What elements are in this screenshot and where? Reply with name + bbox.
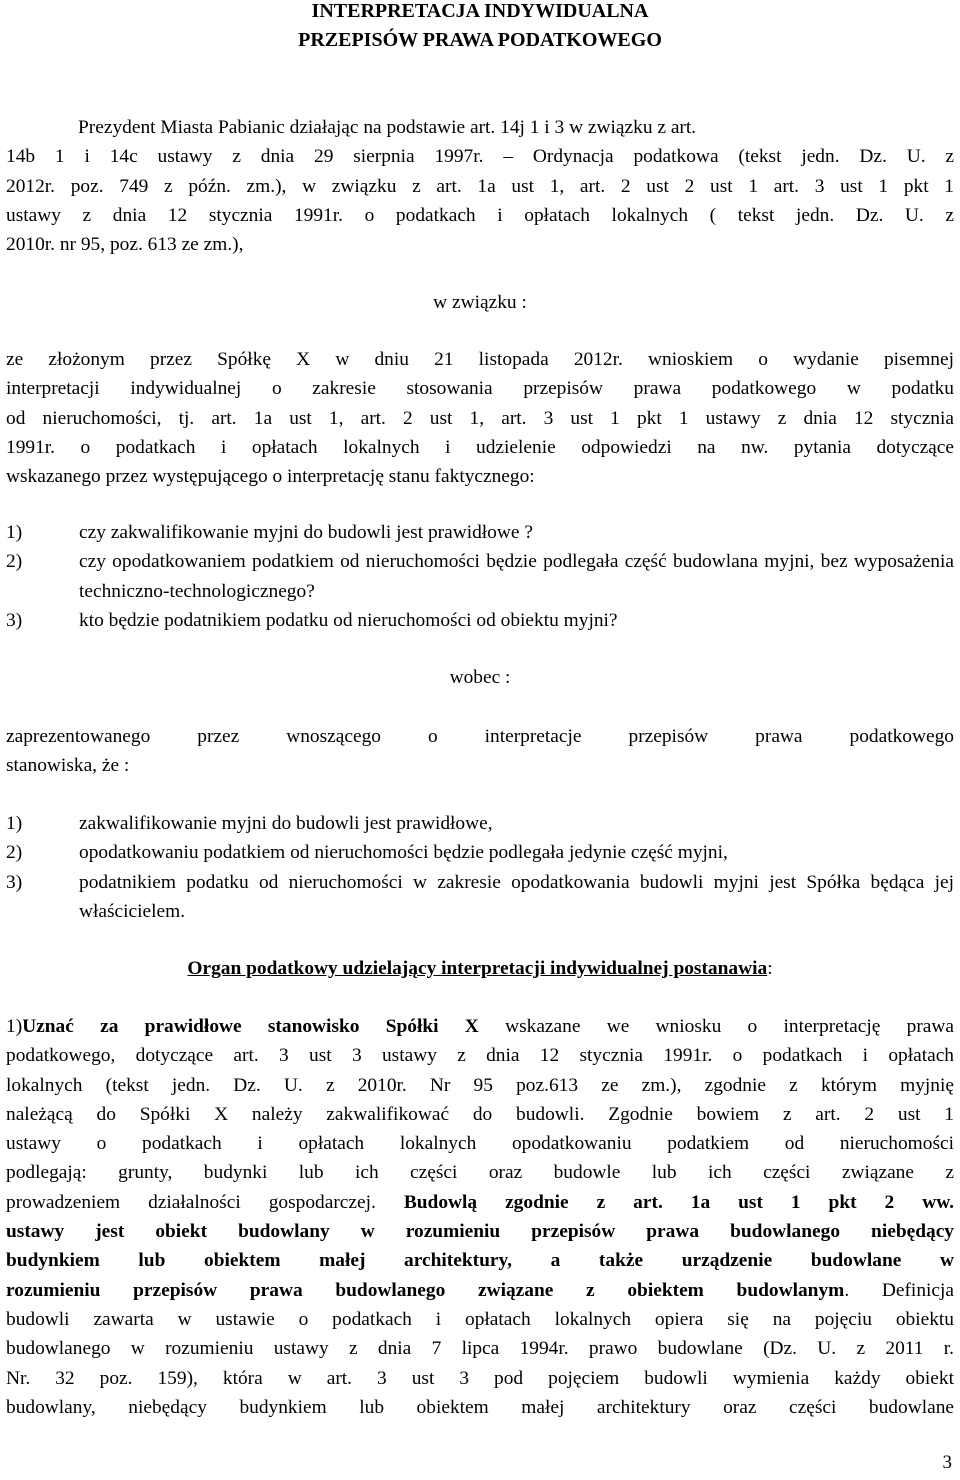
application-line: wskazanego przez występującego o interpretację stanu faktycznego: xyxy=(6,466,535,488)
decision-line xyxy=(6,1276,954,1305)
position-text: podatnikiem podatku od nieruchomości w zakresie opodatkowania budowli myjni jest Spółka będąca jej właścicielem. xyxy=(79,871,954,922)
position-item xyxy=(6,868,954,927)
position-number: 1) xyxy=(6,813,23,834)
wobec-heading: wobec : xyxy=(449,667,511,688)
decision-line-text: prowadzeniem działalności gospodarczej. xyxy=(6,1191,404,1213)
question-item xyxy=(6,547,954,606)
position-intro-line: zaprezentowanego przez wnoszącego o interpretacje przepisów prawa podatkowego xyxy=(6,726,954,747)
questions-list xyxy=(6,518,954,635)
position-intro-paragraph xyxy=(6,722,954,781)
decision-number: 1) xyxy=(6,1016,23,1037)
application-line: 1991r. o podatkach i opłatach lokalnych i udzielenie odpowiedzi na nw. pytania dotyczące xyxy=(6,436,954,458)
document-title xyxy=(0,0,960,55)
decision-heading-colon: : xyxy=(767,958,773,979)
application-paragraph xyxy=(6,345,954,491)
decision-line: budowlanego w rozumieniu ustawy z dnia 7 lipca 1994r. prawo budowlane (Dz. U. z 2011 r. xyxy=(6,1338,954,1360)
positions-list xyxy=(6,809,954,926)
question-number: 3) xyxy=(6,609,23,631)
question-text: czy zakwalifikowanie myjni do budowli jest prawidłowe ? xyxy=(79,522,533,543)
position-number: 2) xyxy=(6,842,23,864)
position-text: zakwalifikowanie myjni do budowli jest prawidłowe, xyxy=(79,813,493,834)
decision-heading-text: Organ podatkowy udzielający interpretacji indywidualnej postanawia xyxy=(187,958,768,979)
page-number: 3 xyxy=(942,1452,952,1473)
decision-line xyxy=(6,1012,954,1041)
decision-paragraph xyxy=(6,1012,954,1422)
question-number: 1) xyxy=(6,522,23,543)
decision-line: ustawy jest obiekt budowlany w rozumieniu przepisów prawa budowlanego niebędący xyxy=(6,1221,954,1243)
question-text: kto będzie podatnikiem podatku od nieruchomości od obiektu myjni? xyxy=(79,609,618,631)
position-item xyxy=(6,838,954,867)
question-item xyxy=(6,606,954,635)
decision-line: lokalnych (tekst jedn. Dz. U. z 2010r. Nr 95 poz.613 ze zm.), zgodnie z którym myjnię xyxy=(6,1074,954,1096)
decision-line: ustawy o podatkach i opłatach lokalnych opodatkowaniu podatkiem od nieruchomości xyxy=(6,1133,954,1155)
position-intro-line: stanowiska, że : xyxy=(6,755,130,777)
decision-line-text: wskazane we wniosku o interpretację prawa xyxy=(478,1016,954,1037)
decision-line-text: . Definicja xyxy=(844,1279,954,1301)
decision-line: podatkowego, dotyczące art. 3 ust 3 ustawy z dnia 12 stycznia 1991r. o podatkach i opłatach xyxy=(6,1045,954,1067)
decision-bold-text: Budowlą zgodnie z art. 1a ust 1 pkt 2 ww. xyxy=(403,1191,954,1213)
decision-line: budowlany, niebędący budynkiem lub obiektem małej architektury oraz części budowlane xyxy=(6,1396,954,1418)
intro-line: Prezydent Miasta Pabianic działając na podstawie art. 14j 1 i 3 w związku z art. xyxy=(78,117,697,138)
question-number: 2) xyxy=(6,551,23,573)
w-zwiazku-heading: w związku : xyxy=(433,292,527,313)
question-item xyxy=(6,518,954,547)
title-line-1: INTERPRETACJA INDYWIDUALNA xyxy=(311,0,649,22)
position-item xyxy=(6,809,954,838)
decision-line: należącą do Spółki X należy zakwalifikować do budowli. Zgodnie bowiem z art. 2 ust 1 xyxy=(6,1103,954,1125)
decision-line: budowli zawarta w ustawie o podatkach i opłatach lokalnych opiera się na pojęciu obiektu xyxy=(6,1308,954,1330)
intro-line: 2012r. poz. 749 z późn. zm.), w związku z art. 1a ust 1, art. 2 ust 2 ust 1 art. 3 ust 1 pkt 1 xyxy=(6,175,954,197)
question-text: czy opodatkowaniem podatkiem od nieruchomości będzie podlegała część budowlana myjni, bez wyposażenia techniczno-technologicznego? xyxy=(79,551,954,602)
decision-heading xyxy=(6,954,954,983)
position-number: 3) xyxy=(6,871,23,893)
decision-line: Nr. 32 poz. 159), która w art. 3 ust 3 pod pojęciem budowli wymienia każdy obiekt xyxy=(6,1367,954,1389)
intro-line: 14b 1 i 14c ustawy z dnia 29 sierpnia 1997r. – Ordynacja podatkowa (tekst jedn. Dz. U. z xyxy=(6,146,954,168)
position-text: opodatkowaniu podatkiem od nieruchomości będzie podlegała jedynie część myjni, xyxy=(79,842,728,864)
decision-bold-text: rozumieniu przepisów prawa budowlanego związane z obiektem budowlanym xyxy=(6,1279,845,1301)
decision-verdict: Uznać za prawidłowe stanowisko Spółki X xyxy=(22,1016,479,1037)
intro-line: 2010r. nr 95, poz. 613 ze zm.), xyxy=(6,234,244,256)
decision-line xyxy=(6,1188,954,1217)
application-line: ze złożonym przez Spółkę X w dniu 21 listopada 2012r. wnioskiem o wydanie pisemnej xyxy=(6,349,954,370)
title-line-2: PRZEPISÓW PRAWA PODATKOWEGO xyxy=(298,29,662,51)
decision-line: podlegają: grunty, budynki lub ich części oraz budowle lub ich części związane z xyxy=(6,1162,954,1184)
intro-line: ustawy z dnia 12 stycznia 1991r. o podatkach i opłatach lokalnych ( tekst jedn. Dz. U. z xyxy=(6,204,954,226)
intro-paragraph xyxy=(6,113,954,259)
application-line: interpretacji indywidualnej o zakresie stosowania przepisów prawa podatkowego w podatku xyxy=(6,378,954,400)
decision-line: budynkiem lub obiektem małej architektury, a także urządzenie budowlane w xyxy=(6,1250,954,1272)
application-line: od nieruchomości, tj. art. 1a ust 1, art. 2 ust 1, art. 3 ust 1 pkt 1 ustawy z dnia 12 stycznia xyxy=(6,407,954,429)
